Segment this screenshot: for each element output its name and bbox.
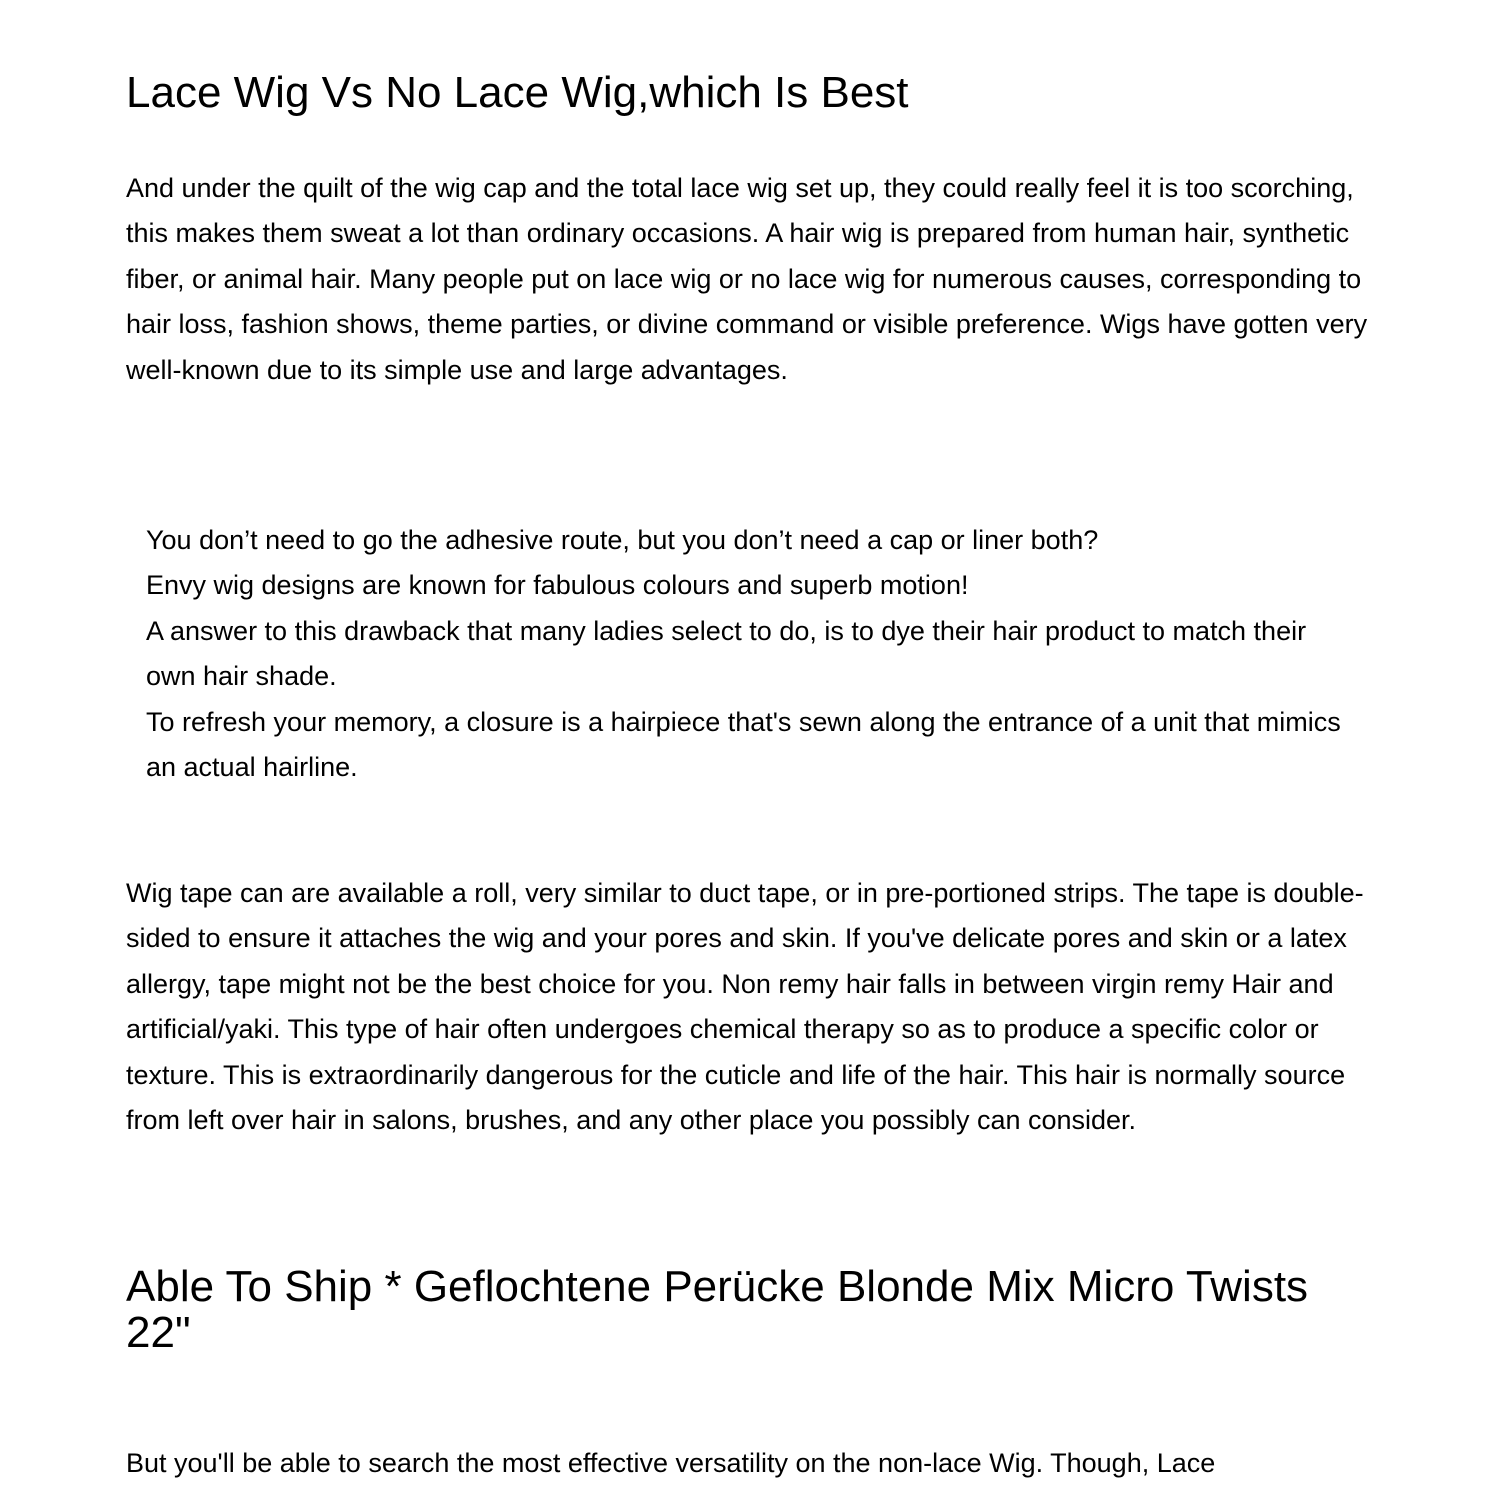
list-item: To refresh your memory, a closure is a hairpiece that's sewn along the entrance of a unit that mimics an actual hairline. bbox=[146, 706, 1341, 783]
wig-tape-paragraph: Wig tape can are available a roll, very similar to duct tape, or in pre-portioned strips. The tape is double-sided to ensure it attaches the wig and your pores and skin. If you've delicate pores and skin or a latex allergy, tape might not be the best choice for you. Non remy hair falls in between virgin remy Hair and artificial/yaki. This type of hair often undergoes chemical therapy so as to produce a specific color or texture. This is extraordinarily dangerous for the cuticle and life of the hair. This hair is normally source from left over hair in salons, brushes, and any other place you possibly can consider. bbox=[126, 878, 1364, 1136]
section-heading: Able To Ship * Geflochtene Perücke Blonde Mix Micro Twists 22" bbox=[126, 1262, 1309, 1357]
intro-paragraph: And under the quilt of the wig cap and the total lace wig set up, they could really feel it is too scorching, this makes them sweat a lot than ordinary occasions. A hair wig is prepared from human hair, synthetic fiber, or animal hair. Many people put on lace wig or no lace wig for numerous causes, corresponding to hair loss, fashion shows, theme parties, or divine command or visible preference. Wigs have gotten very well-known due to its simple use and large advantages. bbox=[126, 173, 1368, 385]
list-item: You don’t need to go the adhesive route, but you don’t need a cap or liner both? bbox=[146, 525, 1099, 555]
list-item: Envy wig designs are known for fabulous colours and superb motion! bbox=[146, 570, 969, 601]
closing-paragraph: But you'll be able to search the most effective versatility on the non-lace Wig. Though, Lace bbox=[126, 1448, 1216, 1478]
page-title: Lace Wig Vs No Lace Wig,which Is Best bbox=[126, 68, 909, 117]
list-item: A answer to this drawback that many ladies select to do, is to dye their hair product to match their own hair shade. bbox=[146, 615, 1307, 692]
tips-list bbox=[146, 518, 1346, 790]
